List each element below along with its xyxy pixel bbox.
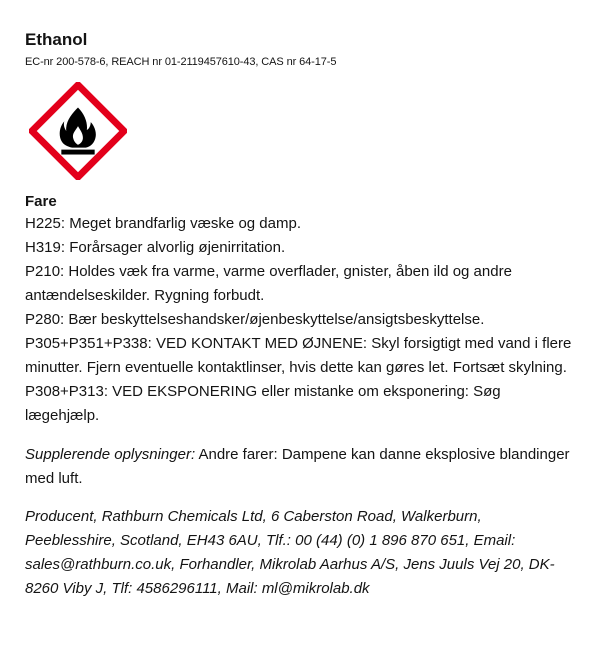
supplier-info: Producent, Rathburn Chemicals Ltd, 6 Caberston Road, Walkerburn, Peeblesshire, Scotland, EH43 6AU, Tlf.: 00 (44) (0) 1 896 870 651, Email: sales@rathburn.co.uk, Forhandler, Mikrolab Aarhus A/S, Jens Juuls Vej 20, DK-8260 Viby J, Tlf: 4586296111, Mail: ml@mikrolab.dk: [25, 508, 555, 597]
product-name: Ethanol: [25, 30, 88, 49]
signal-word: Fare: [25, 193, 57, 210]
product-identifiers: EC-nr 200-578-6, REACH nr 01-2119457610-43, CAS nr 64-17-5: [25, 56, 337, 68]
supplementary-label: Supplerende oplysninger:: [25, 446, 196, 463]
hazard-statements: [25, 212, 575, 428]
statement-h225: H225: Meget brandfarlig væske og damp.: [25, 215, 301, 232]
statement-h319: H319: Forårsager alvorlig øjenirritation.: [25, 239, 286, 256]
statement-p280: P280: Bær beskyttelseshandsker/øjenbeskyttelse/ansigtsbeskyttelse.: [25, 311, 485, 328]
statement-p210: P210: Holdes væk fra varme, varme overflader, gnister, åben ild og andre antændelseskilder. Rygning forbudt.: [25, 263, 512, 304]
statement-p308-p313: P308+P313: VED EKSPONERING eller mistanke om eksponering: Søg lægehjælp.: [25, 383, 501, 424]
supplementary-text: Andre farer: Dampene kan danne eksplosive blandinger med luft.: [25, 446, 570, 487]
supplementary-info: [25, 443, 575, 491]
statement-p305-p351-p338: P305+P351+P338: VED KONTAKT MED ØJNENE: Skyl forsigtigt med vand i flere minutter. Fjern eventuelle kontaktlinser, hvis dette kan gøres let. Fortsæt skylning.: [25, 335, 572, 376]
flame-icon: [29, 82, 127, 180]
